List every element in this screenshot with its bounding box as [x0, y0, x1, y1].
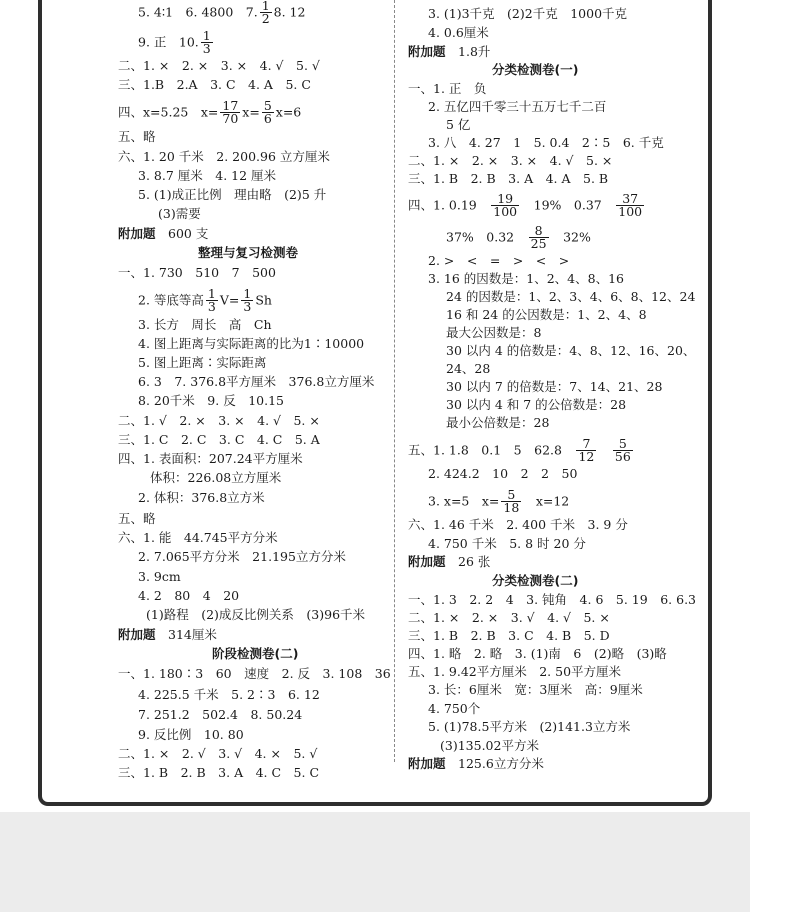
answer-line: 三、1. B 2. B 3. C 4. B 5. D	[408, 628, 610, 643]
answer-line: 3. 9cm	[138, 569, 181, 584]
answer-line: 30 以内 7 的倍数是：7、14、21、28	[446, 379, 663, 394]
answer-line: 三、1.B 2.A 3. C 4. A 5. C	[118, 77, 311, 92]
bonus-label: 附加题	[408, 44, 446, 59]
fraction: $\frac{17}{70}$	[222, 98, 239, 126]
answer-line: 六、1. 20 千米 2. 200.96 立方厘米	[118, 149, 330, 164]
answer-line: 一、1. 180∶3 60 速度 2. 反 3. 108 36	[118, 666, 391, 681]
answer-line: 三、1. B 2. B 3. A 4. A 5. B	[408, 171, 609, 186]
answer-line: 附加题 125.6立方分米	[408, 756, 544, 771]
answer-line: 3. 八 4. 27 1 5. 0.4 2∶5 6. 千克	[428, 135, 664, 150]
answer-line: 附加题 314厘米	[118, 627, 217, 642]
answer-line: 4. 0.6厘米	[428, 25, 489, 40]
answer-line: 一、1. 正 负	[408, 81, 487, 96]
answer-line: (3)需要	[158, 206, 201, 221]
answer-line: 30 以内 4 的倍数是：4、8、12、16、20、	[446, 343, 696, 358]
answer-line: 六、1. 46 千米 2. 400 千米 3. 9 分	[408, 517, 628, 532]
answer-line: 3. (1)3千克 (2)2千克 1000千克	[428, 6, 628, 21]
section-heading: 分类检测卷(一)	[492, 62, 579, 77]
answer-line: 4. 图上距离与实际距离的比为1∶10000	[138, 336, 365, 351]
answer-line: 五、略	[118, 511, 156, 526]
answer-line: 3. 16 的因数是：1、2、4、8、16	[428, 271, 624, 286]
answer-line: 最大公因数是：8	[446, 325, 542, 340]
answer-line: 二、1. √ 2. × 3. × 4. √ 5. ×	[118, 413, 320, 428]
answer-line: 五、略	[118, 129, 156, 144]
answer-line: 7. 251.2 502.4 8. 50.24	[138, 707, 303, 722]
answer-line: 3. x=5 x= $\frac{5}{18}$ x=12	[428, 487, 570, 515]
answer-line: 五、1. 9.42平方厘米 2. 50平方厘米	[408, 664, 622, 679]
answer-line: 2. > < = > < >	[428, 253, 570, 268]
answer-line: 3. 长：6厘米 宽：3厘米 高：9厘米	[428, 682, 643, 697]
answer-line: 6. 3 7. 376.8平方厘米 376.8立方厘米	[138, 374, 375, 389]
page-bottom-background	[0, 812, 750, 912]
answer-line: 5. (1)成正比例 理由略 (2)5 升	[138, 187, 327, 202]
fraction: $\frac{37}{100}$	[618, 191, 643, 219]
answer-line: 4. 2 80 4 20	[138, 588, 240, 603]
answer-line: 37% 0.32 $\frac{8}{25}$ 32%	[446, 223, 591, 251]
answer-line: 体积：226.08立方厘米	[150, 470, 282, 485]
answer-line: 4. 750个	[428, 701, 481, 716]
answer-line: 4. 225.5 千米 5. 2∶3 6. 12	[138, 687, 320, 702]
answer-line: 5 亿	[446, 117, 471, 132]
answer-line: 三、1. B 2. B 3. A 4. C 5. C	[118, 765, 320, 780]
answer-line: 5. 4∶1 6. 4800 7. $\frac{1}{2}$ 8. 12	[138, 0, 306, 26]
answer-line: 一、1. 730 510 7 500	[118, 265, 276, 280]
section-heading: 分类检测卷(二)	[492, 573, 579, 588]
answer-line: (3)135.02平方米	[440, 738, 539, 753]
bonus-label: 附加题	[118, 226, 156, 241]
answer-line: 3. 8.7 厘米 4. 12 厘米	[138, 168, 277, 183]
bonus-label: 附加题	[118, 627, 156, 642]
answer-line: 二、1. × 2. × 3. × 4. √ 5. ×	[408, 153, 613, 168]
fraction: $\frac{19}{100}$	[493, 191, 518, 219]
answer-line: 最小公倍数是：28	[446, 415, 550, 430]
answer-line: 8. 20千米 9. 反 10.15	[138, 393, 284, 408]
section-heading: 阶段检测卷(二)	[212, 646, 299, 661]
answer-line: 2. 424.2 10 2 2 50	[428, 466, 578, 481]
answer-line: 二、1. × 2. × 3. √ 4. √ 5. ×	[408, 610, 610, 625]
answer-line: 二、1. × 2. × 3. × 4. √ 5. √	[118, 58, 320, 73]
answer-line: 四、1. 略 2. 略 3. (1)南 6 (2)略 (3)略	[408, 646, 667, 661]
fraction: $\frac{5}{6}$	[263, 98, 272, 126]
answer-line: 24 的因数是：1、2、3、4、6、8、12、24	[446, 289, 696, 304]
answer-line: (1)路程 (2)成反比例关系 (3)96千米	[146, 607, 366, 622]
answer-line: 附加题 26 张	[408, 554, 491, 569]
answer-line: 二、1. × 2. √ 3. √ 4. × 5. √	[118, 746, 318, 761]
answer-line: 5. (1)78.5平方米 (2)141.3立方米	[428, 719, 631, 734]
answer-line: 2. 体积：376.8立方米	[138, 490, 265, 505]
answer-line: 4. 750 千米 5. 8 时 20 分	[428, 536, 586, 551]
section-heading: 整理与复习检测卷	[198, 245, 299, 260]
answer-line: 五、1. 1.8 0.1 5 62.8 $\frac{7}{12}$ $\frac{5}{56}$	[408, 436, 631, 464]
answer-line: 16 和 24 的公因数是：1、2、4、8	[446, 307, 647, 322]
answer-line: 四、1. 0.19 $\frac{19}{100}$ 19% 0.37 $\frac{37}{100}$	[408, 191, 643, 219]
fraction: $\frac{7}{12}$	[578, 436, 595, 464]
answer-line: 2. 等底等高 $\frac{1}{3}$ V= $\frac{1}{3}$ Sh	[138, 286, 272, 314]
answer-line: 附加题 1.8升	[408, 44, 491, 59]
answer-line: 3. 长方 周长 高 Ch	[138, 317, 272, 332]
fraction: $\frac{1}{3}$	[202, 28, 211, 56]
page-right-margin	[750, 0, 790, 912]
answer-line: 六、1. 能 44.745平方分米	[118, 530, 278, 545]
column-divider	[394, 0, 395, 762]
answer-line: 四、1. 表面积：207.24平方厘米	[118, 451, 303, 466]
fraction: $\frac{5}{56}$	[614, 436, 631, 464]
fraction: $\frac{5}{18}$	[503, 487, 520, 515]
fraction: $\frac{1}{2}$	[261, 0, 270, 26]
fraction: $\frac{1}{3}$	[243, 286, 252, 314]
answer-line: 2. 五亿四千零三十五万七千二百	[428, 99, 607, 114]
answer-line: 5. 图上距离∶实际距离	[138, 355, 267, 370]
answer-line: 9. 正 10. $\frac{1}{3}$	[138, 28, 211, 56]
answer-line: 30 以内 4 和 7 的公倍数是：28	[446, 397, 627, 412]
answer-line: 2. 7.065平方分米 21.195立方分米	[138, 549, 346, 564]
answer-line: 24、28	[446, 361, 491, 376]
fraction: $\frac{8}{25}$	[530, 223, 547, 251]
answer-line: 一、1. 3 2. 2 4 3. 钝角 4. 6 5. 19 6. 6.3	[408, 592, 696, 607]
bonus-label: 附加题	[408, 554, 446, 569]
answer-line: 附加题 600 支	[118, 226, 209, 241]
answer-line: 9. 反比例 10. 80	[138, 727, 244, 742]
answer-line: 三、1. C 2. C 3. C 4. C 5. A	[118, 432, 320, 447]
bonus-label: 附加题	[408, 756, 446, 771]
answer-line: 四、x=5.25 x= $\frac{17}{70}$ x= $\frac{5}{6}$ x=6	[118, 98, 302, 126]
fraction: $\frac{1}{3}$	[207, 286, 216, 314]
